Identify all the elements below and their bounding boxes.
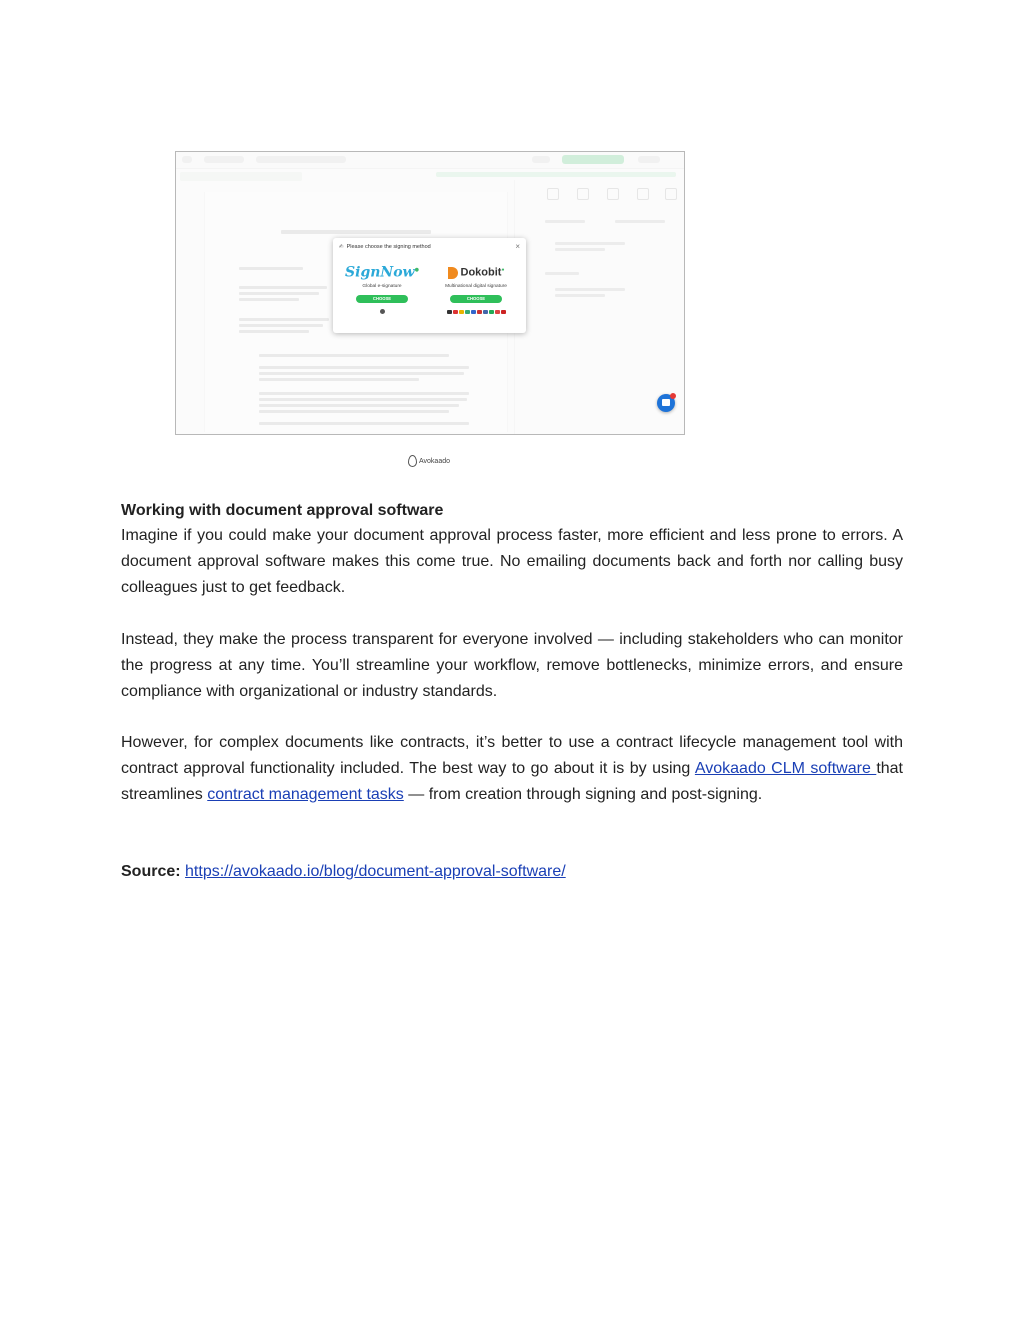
choose-signnow-button[interactable]: CHOOSE (356, 295, 408, 303)
chat-icon[interactable] (657, 394, 675, 412)
contract-management-link[interactable]: contract management tasks (207, 786, 404, 803)
provider-subtitle: Global e-signature (362, 284, 402, 289)
provider-dokobit (433, 260, 519, 328)
avokaado-logo: Avokaado (408, 455, 450, 467)
paragraph-2: Instead, they make the process transparent for everyone involved — including stakeholders who can monitor the progress at any time. You’ll streamline your workflow, remove bottlenecks, minimize errors, and ensure compliance with organizational or industry standards. (121, 631, 903, 700)
choose-dokobit-button[interactable]: CHOOSE (450, 295, 502, 303)
modal-header (339, 244, 431, 250)
signature-icon: ✍ (339, 244, 344, 250)
source-link[interactable]: https://avokaado.io/blog/document-approval-software/ (185, 863, 566, 880)
close-icon[interactable]: × (515, 242, 520, 251)
signing-method-modal (333, 238, 526, 333)
signnow-logo: SignNow● (345, 264, 419, 281)
dokobit-logo: Dokobit● (433, 260, 519, 280)
globe-icon (339, 309, 425, 315)
app-progressbar (436, 172, 676, 177)
avocado-icon (408, 455, 417, 467)
modal-title: Please choose the signing method (346, 244, 431, 250)
section-heading: Working with document approval software (121, 502, 444, 519)
provider-signnow (339, 260, 425, 328)
screenshot-figure (175, 151, 685, 435)
country-flags-icon (433, 309, 519, 314)
paragraph-3: However, for complex documents like contracts, it’s better to use a contract lifecycle management tool with contract approval functionality included. The best way to go about it is by using Avokaado CLM software that streamlines contract management tasks — from creation through signing and post-signing. (121, 734, 903, 803)
avokaado-clm-link[interactable]: Avokaado CLM software (694, 760, 877, 777)
paragraph-1: Imagine if you could make your document approval process faster, more efficient and less prone to errors. A document approval software makes this come true. No emailing documents back and forth nor calling busy colleagues just to get feedback. (121, 527, 903, 596)
app-tabstrip (180, 172, 302, 181)
provider-subtitle: Multinational digital signature (445, 284, 507, 289)
notification-badge (670, 393, 676, 399)
app-topbar (176, 152, 684, 169)
source-line (121, 859, 903, 885)
source-label: Source: (121, 863, 181, 880)
